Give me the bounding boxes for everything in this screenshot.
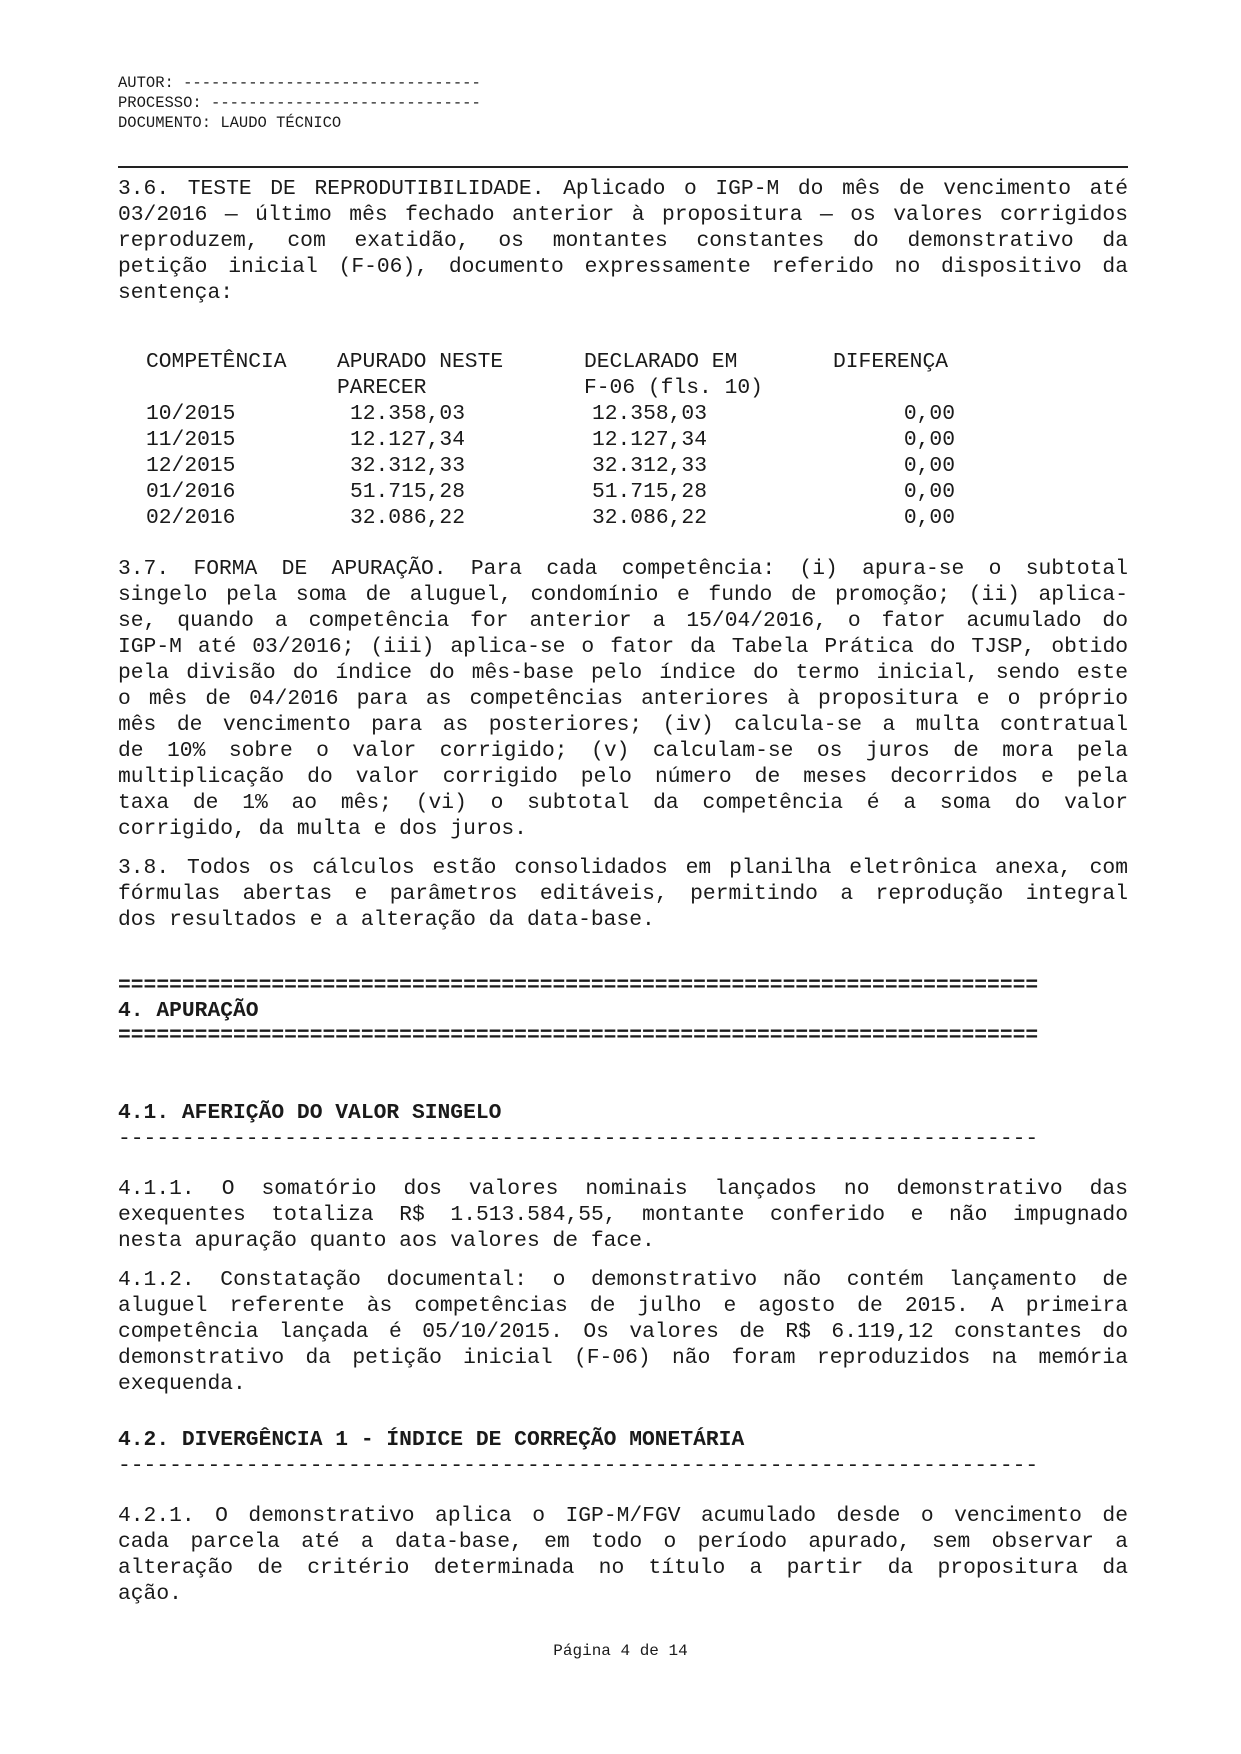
column-header-competencia: COMPETÊNCIA (146, 350, 287, 374)
text-line: corrigido, da multa e dos juros. (118, 817, 527, 841)
section-4-title: 4. APURAÇÃO (118, 999, 259, 1023)
text-line: fórmulas abertas e parâmetros editáveis, permitindo a reprodução integral (118, 882, 1128, 906)
text-line: 4.2.1. O demonstrativo aplica o IGP-M/FGV acumulado desde o vencimento de (118, 1504, 1128, 1528)
text-line: demonstrativo da petição inicial (F-06) não foram reproduzidos na memória (118, 1346, 1128, 1370)
table-cell-competencia: 10/2015 (146, 402, 236, 426)
text-line: 4.1.1. O somatório dos valores nominais lançados no demonstrativo das (118, 1177, 1128, 1201)
text-line: reproduzem, com exatidão, os montantes constantes do demonstrativo da (118, 229, 1128, 253)
text-line: 3.6. TESTE DE REPRODUTIBILIDADE. Aplicado o IGP-M do mês de vencimento até (118, 177, 1128, 201)
column-header-declarado-line2: F-06 (fls. 10) (584, 376, 763, 400)
text-line: 03/2016 — último mês fechado anterior à propositura — os valores corrigidos (118, 203, 1128, 227)
text-line: ação. (118, 1582, 182, 1606)
table-cell-competencia: 11/2015 (146, 428, 236, 452)
column-header-apurado-line2: PARECER (337, 376, 427, 400)
text-line: exequenda. (118, 1372, 246, 1396)
text-line: se, quando a competência for anterior a 15/04/2016, o fator acumulado do (118, 609, 1128, 633)
table-cell-declarado: 51.715,28 (591, 480, 707, 504)
text-line: aluguel referente às competências de julho e agosto de 2015. A primeira (118, 1294, 1128, 1318)
text-line: dos resultados e a alteração da data-base. (118, 908, 655, 932)
text-line: mês de vencimento para as posteriores; (iv) calcula-se a multa contratual (118, 713, 1128, 737)
table-cell-apurado: 32.086,22 (349, 506, 465, 530)
text-line: 3.8. Todos os cálculos estão consolidados em planilha eletrônica anexa, com (118, 856, 1128, 880)
table-cell-declarado: 12.127,34 (591, 428, 707, 452)
column-header-declarado: DECLARADO EM (584, 350, 738, 374)
section-4-rule-top: ======================================================================== (118, 974, 1039, 998)
table-cell-competencia: 01/2016 (146, 480, 236, 504)
table-cell-apurado: 32.312,33 (349, 454, 465, 478)
text-line: alteração de critério determinada no título a partir da propositura da (118, 1556, 1128, 1580)
text-line: competência lançada é 05/10/2015. Os valores de R$ 6.119,12 constantes do (118, 1320, 1128, 1344)
table-cell-diferenca: 0,00 (903, 454, 955, 478)
header-document-type: DOCUMENTO: LAUDO TÉCNICO (118, 114, 342, 132)
table-cell-diferenca: 0,00 (903, 506, 955, 530)
text-line: cada parcela até a data-base, em todo o período apurado, sem observar a (118, 1530, 1128, 1554)
text-line: petição inicial (F-06), documento expressamente referido no dispositivo da (118, 255, 1128, 279)
table-cell-declarado: 12.358,03 (591, 402, 707, 426)
table-cell-apurado: 51.715,28 (349, 480, 465, 504)
text-line: o mês de 04/2016 para as competências anteriores à propositura e o próprio (118, 687, 1128, 711)
section-4-2-title: 4.2. DIVERGÊNCIA 1 - ÍNDICE DE CORREÇÃO MONETÁRIA (118, 1428, 745, 1452)
text-line: sentença: (118, 281, 234, 305)
table-cell-competencia: 02/2016 (146, 506, 236, 530)
text-line: 3.7. FORMA DE APURAÇÃO. Para cada competência: (i) apura-se o subtotal (118, 557, 1128, 581)
text-line: exequentes totaliza R$ 1.513.584,55, montante conferido e não impugnado (118, 1203, 1128, 1227)
table-cell-declarado: 32.312,33 (591, 454, 707, 478)
table-cell-diferenca: 0,00 (903, 428, 955, 452)
section-4-1-title: 4.1. AFERIÇÃO DO VALOR SINGELO (118, 1101, 502, 1125)
header-process: PROCESSO: ----------------------------- (118, 94, 481, 112)
page-number: Página 4 de 14 (553, 1642, 688, 1660)
text-line: pela divisão do índice do mês-base pelo índice do termo inicial, sendo este (118, 661, 1128, 685)
text-line: IGP-M até 03/2016; (iii) aplica-se o fator da Tabela Prática do TJSP, obtido (118, 635, 1128, 659)
table-cell-apurado: 12.358,03 (349, 402, 465, 426)
text-line: singelo pela soma de aluguel, condomínio e fundo de promoção; (ii) aplica- (118, 583, 1128, 607)
section-4-1-rule: ------------------------------------------------------------------------ (118, 1127, 1039, 1151)
section-4-2-rule: ------------------------------------------------------------------------ (118, 1454, 1039, 1478)
table-cell-competencia: 12/2015 (146, 454, 236, 478)
text-line: taxa de 1% ao mês; (vi) o subtotal da competência é a soma do valor (118, 791, 1128, 815)
column-header-diferenca: DIFERENÇA (833, 350, 949, 374)
text-line: nesta apuração quanto aos valores de face. (118, 1229, 655, 1253)
table-cell-diferenca: 0,00 (903, 480, 955, 504)
table-cell-apurado: 12.127,34 (349, 428, 465, 452)
header-author: AUTOR: -------------------------------- (118, 74, 481, 92)
table-cell-diferenca: 0,00 (903, 402, 955, 426)
text-line: multiplicação do valor corrigido pelo número de meses decorridos e pela (118, 765, 1128, 789)
section-4-rule-bottom: ======================================================================== (118, 1024, 1039, 1048)
column-header-apurado: APURADO NESTE (337, 350, 504, 374)
text-line: 4.1.2. Constatação documental: o demonstrativo não contém lançamento de (118, 1268, 1128, 1292)
table-cell-declarado: 32.086,22 (591, 506, 707, 530)
header-divider (118, 166, 1128, 168)
text-line: de 10% sobre o valor corrigido; (v) calculam-se os juros de mora pela (118, 739, 1128, 763)
